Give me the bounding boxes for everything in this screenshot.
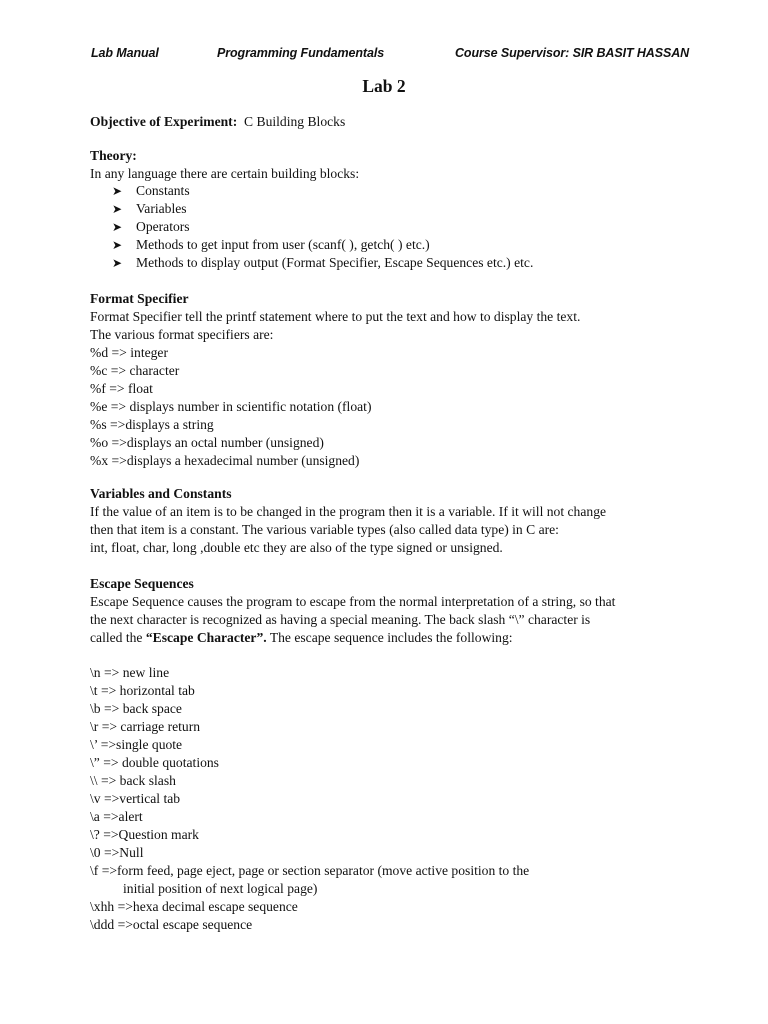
objective-label: Objective of Experiment:	[90, 114, 238, 129]
text-line: int, float, char, long ,double etc they are also of the type signed or unsigned.	[90, 540, 503, 555]
escape-character-term: “Escape Character”.	[145, 630, 267, 645]
text-line: %o =>displays an octal number (unsigned)	[90, 435, 324, 450]
text-line: then that item is a constant. The various variable types (also called data type) in C are:	[90, 522, 559, 537]
text-line: %c => character	[90, 363, 180, 378]
list-item: \’ =>single quote	[90, 737, 183, 752]
theory-intro: In any language there are certain building blocks:	[90, 166, 360, 181]
arrow-bullet-icon: ➤	[112, 238, 123, 252]
arrow-bullet-icon: ➤	[112, 184, 123, 198]
text-line: %d => integer	[90, 345, 168, 360]
format-specifier-section	[90, 290, 580, 470]
list-item: ➤ Methods to get input from user (scanf( ), getch( ) etc.)	[112, 237, 430, 252]
text-line: If the value of an item is to be changed in the program then it is a variable. If it will not change	[90, 504, 607, 519]
header-left: Lab Manual	[91, 46, 159, 60]
text-line: called the “Escape Character”. The escape sequence includes the following:	[90, 630, 513, 645]
text-line: %s =>displays a string	[90, 417, 214, 432]
variables-heading: Variables and Constants	[90, 486, 232, 501]
format-specifier-heading: Format Specifier	[90, 291, 189, 306]
text-line: Format Specifier tell the printf statement where to put the text and how to display the text.	[90, 309, 581, 324]
list-item: \0 =>Null	[90, 845, 144, 860]
list-item-continuation: initial position of next logical page)	[123, 881, 318, 896]
escape-sequence-list	[90, 664, 529, 934]
header-right: Course Supervisor: SIR BASIT HASSAN	[455, 46, 690, 60]
list-item: \xhh =>hexa decimal escape sequence	[90, 899, 298, 914]
text-line: %f => float	[90, 381, 153, 396]
arrow-bullet-icon: ➤	[112, 220, 123, 234]
theory-section	[90, 147, 359, 183]
list-item: \ddd =>octal escape sequence	[90, 917, 253, 932]
list-item: ➤ Variables	[112, 201, 187, 216]
text-line: the next character is recognized as having a special meaning. The back slash “\” character is	[90, 612, 591, 627]
arrow-bullet-icon: ➤	[112, 202, 123, 216]
variables-section	[90, 485, 606, 557]
arrow-bullet-icon: ➤	[112, 256, 123, 270]
list-item: \b => back space	[90, 701, 182, 716]
list-item: ➤ Operators	[112, 219, 190, 234]
theory-bullet-list	[112, 182, 533, 272]
text-line: Escape Sequence causes the program to escape from the normal interpretation of a string, so that	[90, 594, 616, 609]
list-item: \r => carriage return	[90, 719, 201, 734]
text-line: %x =>displays a hexadecimal number (unsigned)	[90, 453, 360, 468]
theory-heading: Theory:	[90, 148, 137, 163]
text-line: The various format specifiers are:	[90, 327, 274, 342]
page-title: Lab 2	[362, 76, 406, 96]
escape-section	[90, 575, 615, 647]
list-item: \” => double quotations	[90, 755, 219, 770]
list-item: \f =>form feed, page eject, page or section separator (move active position to the	[90, 863, 530, 878]
list-item: \a =>alert	[90, 809, 143, 824]
list-item: \v =>vertical tab	[90, 791, 181, 806]
list-item: \t => horizontal tab	[90, 683, 195, 698]
objective-line	[90, 113, 345, 131]
objective-text: C Building Blocks	[244, 114, 346, 129]
list-item: \? =>Question mark	[90, 827, 199, 842]
list-item: \\ => back slash	[90, 773, 176, 788]
list-item: ➤ Constants	[112, 183, 190, 198]
list-item: ➤ Methods to display output (Format Specifier, Escape Sequences etc.) etc.	[112, 255, 534, 270]
escape-heading: Escape Sequences	[90, 576, 194, 591]
header-center: Programming Fundamentals	[217, 46, 385, 60]
text-line: %e => displays number in scientific notation (float)	[90, 399, 372, 414]
list-item: \n => new line	[90, 665, 170, 680]
